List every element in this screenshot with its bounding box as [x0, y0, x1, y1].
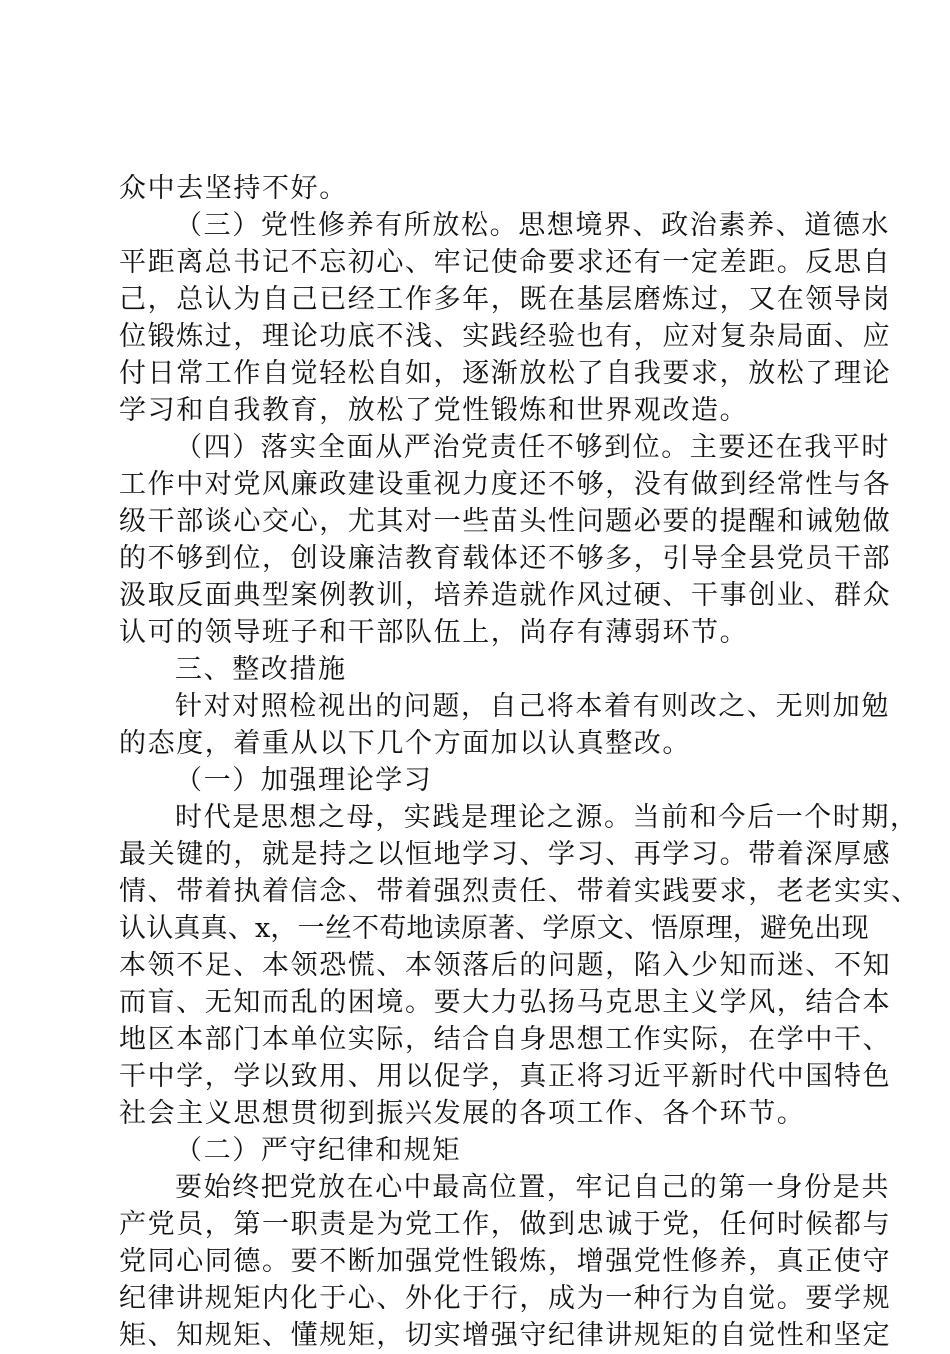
text-line: 社会主义思想贯彻到振兴发展的各项工作、各个环节。 — [119, 1098, 806, 1129]
text-line: 级干部谈心交心，尤其对一些苗头性问题必要的提醒和诫勉做 — [119, 506, 892, 537]
text-line: 本领不足、本领恐慌、本领落后的问题，陷入少知而迷、不知 — [119, 950, 892, 981]
text-line: （三）党性修养有所放松。思想境界、政治素养、道德水 — [175, 210, 890, 241]
text-line: 认认真真、x，一丝不苟地读原著、学原文、悟原理，避免出现 — [119, 913, 869, 944]
text-line: 的态度，着重从以下几个方面加以认真整改。 — [119, 728, 691, 759]
text-line: 工作中对党风廉政建设重视力度还不够，没有做到经常性与各 — [119, 469, 892, 500]
text-line: 付日常工作自觉轻松自如，逐渐放松了自我要求，放松了理论 — [119, 358, 892, 389]
text-line: 时代是思想之母，实践是理论之源。当前和今后一个时期， — [175, 802, 919, 833]
subsection-heading: （一）加强理论学习 — [175, 765, 433, 796]
text-line: 纪律讲规矩内化于心、外化于行，成为一种行为自觉。要学规 — [119, 1283, 892, 1314]
text-line: 学习和自我教育，放松了党性锻炼和世界观改造。 — [119, 395, 749, 426]
text-line: 矩、知规矩、懂规矩，切实增强守纪律讲规矩的自觉性和坚定 — [119, 1320, 892, 1351]
text-line: 而盲、无知而乱的困境。要大力弘扬马克思主义学风，结合本 — [119, 987, 892, 1018]
text-line: 最关键的，就是持之以恒地学习、学习、再学习。带着深厚感 — [119, 839, 892, 870]
text-line: 情、带着执着信念、带着强烈责任、带着实践要求，老老实实、 — [119, 876, 920, 907]
text-line: 众中去坚持不好。 — [119, 173, 348, 204]
text-line: 产党员，第一职责是为党工作，做到忠诚于党，任何时候都与 — [119, 1209, 892, 1240]
text-line: 汲取反面典型案例教训，培养造就作风过硬、干事创业、群众 — [119, 580, 892, 611]
text-line: 认可的领导班子和干部队伍上，尚存有薄弱环节。 — [119, 617, 749, 648]
text-line: 干中学，学以致用、用以促学，真正将习近平新时代中国特色 — [119, 1061, 892, 1092]
text-line: 地区本部门本单位实际，结合自身思想工作实际，在学中干、 — [119, 1024, 892, 1055]
text-line: 位锻炼过，理论功底不浅、实践经验也有，应对复杂局面、应 — [119, 321, 892, 352]
text-line: 党同心同德。要不断加强党性锻炼，增强党性修养，真正使守 — [119, 1246, 892, 1277]
text-line: 针对对照检视出的问题，自己将本着有则改之、无则加勉 — [175, 691, 890, 722]
text-line: （四）落实全面从严治党责任不够到位。主要还在我平时 — [175, 432, 890, 463]
section-heading: 三、整改措施 — [175, 654, 347, 685]
text-line: 的不够到位，创设廉洁教育载体还不够多，引导全县党员干部 — [119, 543, 892, 574]
text-line: 要始终把党放在心中最高位置，牢记自己的第一身份是共 — [175, 1172, 890, 1203]
subsection-heading: （二）严守纪律和规矩 — [175, 1135, 461, 1166]
text-line: 己，总认为自己已经工作多年，既在基层磨炼过，又在领导岗 — [119, 284, 892, 315]
text-line: 平距离总书记不忘初心、牢记使命要求还有一定差距。反思自 — [119, 247, 892, 278]
